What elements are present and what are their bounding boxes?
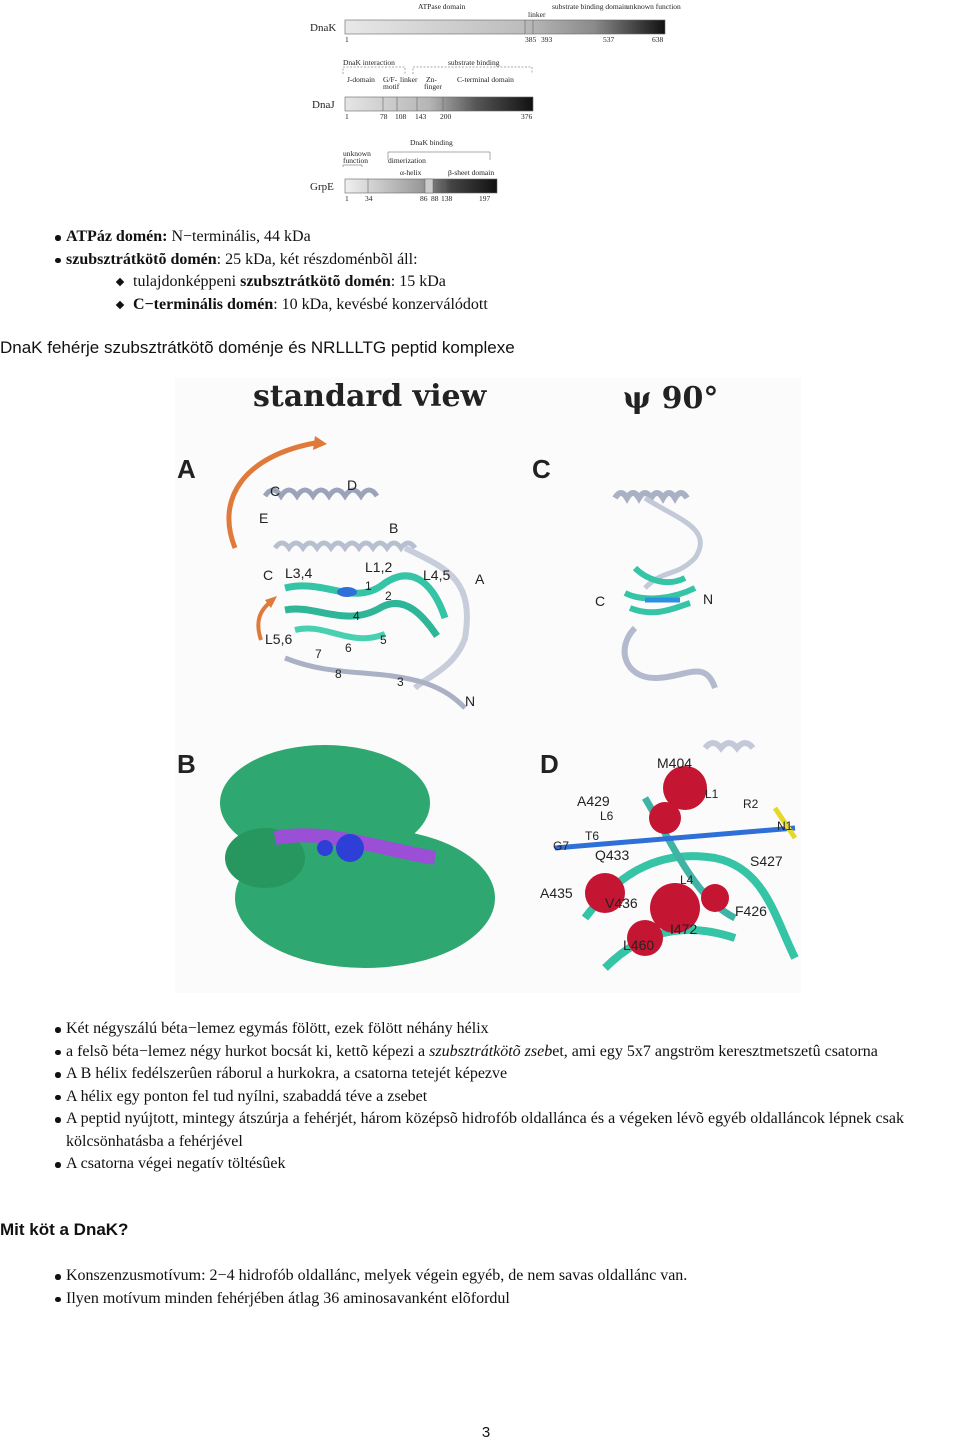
svg-text:A: A	[177, 454, 196, 484]
dnaj-cterm-label: C-terminal domain	[457, 75, 514, 84]
dnaj-finger-label: finger	[424, 82, 442, 91]
svg-text:78: 78	[380, 112, 388, 121]
sub-list-item: tulajdonképpeni szubsztrátkötõ domén: 15 kDa	[0, 271, 960, 294]
svg-text:N: N	[465, 693, 476, 709]
svg-text:C: C	[263, 567, 274, 583]
dnak-bar	[345, 20, 665, 34]
list-item: a felsõ béta−lemez négy hurkot bocsát ki, kettõ képezi a szubsztrátkötõ zsebet, ami egy 5x7 angström keresztmetszetû csatorna	[0, 1041, 960, 1064]
svg-text:638: 638	[652, 35, 664, 44]
grpe-function-label: function	[343, 156, 368, 165]
svg-text:88: 88	[431, 194, 439, 203]
list-item: A peptid nyújtott, mintegy átszúrja a fehérjét, három középsõ hidrofób oldallánca és a végeken lévõ egyéb oldalláncok lépnek csak kölcsönhatásba a fehérjével	[0, 1108, 960, 1153]
svg-text:197: 197	[479, 194, 491, 203]
figure-title-standard-view: standard view	[253, 379, 487, 414]
svg-text:5: 5	[380, 633, 387, 647]
structure-figure	[175, 378, 801, 993]
grpe-label: GrpE	[310, 181, 334, 193]
dnaj-linker-label: linker	[400, 75, 418, 84]
dnaj-positions	[345, 112, 533, 121]
domain-bullet-list	[0, 226, 960, 316]
svg-text:86: 86	[420, 194, 428, 203]
figure-title-rotated: ψ 90°	[623, 381, 719, 416]
list-item: Konszenzusmotívum: 2−4 hidrofób oldallánc, melyek végein egyéb, de nem savas oldallánc van.	[0, 1265, 960, 1288]
svg-text:M404: M404	[657, 755, 693, 771]
svg-text:3: 3	[397, 675, 404, 689]
svg-text:6: 6	[345, 641, 352, 655]
dnaj-interaction-label: DnaK interaction	[343, 58, 395, 67]
svg-text:L1: L1	[705, 787, 719, 801]
svg-text:I472: I472	[670, 921, 698, 937]
dnaj-zn-label: Zn-	[426, 75, 437, 84]
svg-text:1: 1	[365, 579, 372, 593]
dnak-positions	[345, 35, 664, 44]
grpe-beta-label: β-sheet domain	[448, 168, 495, 177]
svg-text:143: 143	[415, 112, 427, 121]
svg-text:V436: V436	[605, 895, 638, 911]
svg-text:R2: R2	[743, 797, 759, 811]
svg-text:376: 376	[521, 112, 533, 121]
svg-text:D: D	[347, 477, 358, 493]
grpe-alpha-label: α-helix	[400, 168, 422, 177]
svg-text:537: 537	[603, 35, 615, 44]
svg-text:200: 200	[440, 112, 452, 121]
svg-text:34: 34	[365, 194, 373, 203]
list-item: A csatorna végei negatív töltésûek	[0, 1153, 960, 1176]
svg-text:L1,2: L1,2	[365, 559, 393, 575]
svg-text:B: B	[177, 749, 196, 779]
dnaj-jdomain-label: J-domain	[347, 75, 375, 84]
list-item: szubsztrátkötõ domén: 25 kDa, két részdoménbõl áll:	[0, 249, 960, 272]
svg-text:F426: F426	[735, 903, 767, 919]
dnak-atpase-label: ATPase domain	[418, 2, 466, 11]
list-item: ATPáz domén: N−terminális, 44 kDa	[0, 226, 960, 249]
domain-diagram	[300, 0, 700, 210]
dnaj-label: DnaJ	[312, 99, 335, 111]
svg-text:L4,5: L4,5	[423, 567, 451, 583]
dnaj-substrate-binding-label: substrate binding	[448, 58, 500, 67]
svg-text:7: 7	[315, 647, 322, 661]
grpe-unknown-label: unknown	[343, 149, 371, 158]
svg-text:C: C	[270, 483, 281, 499]
list-item: A hélix egy ponton fel tud nyílni, szabaddá téve a zsebet	[0, 1086, 960, 1109]
dnak-linker-label: linker	[528, 10, 546, 19]
svg-text:A435: A435	[540, 885, 573, 901]
svg-text:2: 2	[385, 589, 392, 603]
svg-text:L5,6: L5,6	[265, 631, 293, 647]
svg-text:D: D	[540, 749, 559, 779]
list-item: A B hélix fedélszerûen ráborul a hurkokra, a csatorna tetejét képezve	[0, 1063, 960, 1086]
motif-bullet-list	[0, 1265, 960, 1310]
dnaj-gf-label: G/F-	[383, 75, 398, 84]
svg-text:A429: A429	[577, 793, 610, 809]
dnak-unknown-label: unknown function	[626, 2, 681, 11]
svg-text:Q433: Q433	[595, 847, 630, 863]
dnak-substrate-label: substrate binding domain	[552, 2, 628, 11]
svg-text:1: 1	[345, 35, 349, 44]
svg-text:E: E	[259, 510, 269, 526]
svg-text:A: A	[475, 571, 485, 587]
svg-text:8: 8	[335, 667, 342, 681]
svg-text:138: 138	[441, 194, 453, 203]
svg-text:L4: L4	[680, 873, 694, 887]
dnak-label: DnaK	[310, 22, 337, 34]
svg-text:S427: S427	[750, 853, 783, 869]
svg-text:B: B	[389, 520, 399, 536]
svg-text:L3,4: L3,4	[285, 565, 313, 581]
list-item: Ilyen motívum minden fehérjében átlag 36 aminosavanként elõfordul	[0, 1288, 960, 1311]
svg-text:108: 108	[395, 112, 407, 121]
svg-text:4: 4	[353, 609, 360, 623]
svg-text:N1: N1	[777, 819, 793, 833]
grpe-dimerization-label: dimerization	[388, 156, 426, 165]
svg-text:1: 1	[345, 112, 349, 121]
svg-text:C: C	[595, 593, 606, 609]
svg-text:N: N	[703, 591, 714, 607]
dnaj-motif-label: motif	[383, 82, 400, 91]
section-heading: DnaK fehérje szubsztrátkötõ doménje és NRLLLTG peptid komplexe	[0, 338, 515, 357]
svg-text:L460: L460	[623, 937, 655, 953]
dnaj-bar	[345, 97, 533, 111]
page-number: 3	[481, 1424, 491, 1441]
structure-bullet-list	[0, 1018, 960, 1176]
svg-text:393: 393	[541, 35, 553, 44]
grpe-dnak-binding-label: DnaK binding	[410, 138, 453, 147]
section-heading-bold: Mit köt a DnaK?	[0, 1220, 129, 1239]
svg-text:T6: T6	[585, 829, 600, 843]
list-item: Két négyszálú béta−lemez egymás fölött, ezek fölött néhány hélix	[0, 1018, 960, 1041]
svg-text:1: 1	[345, 194, 349, 203]
svg-text:G7: G7	[553, 839, 570, 853]
grpe-positions	[345, 194, 491, 203]
svg-text:385: 385	[525, 35, 537, 44]
svg-text:L6: L6	[600, 809, 614, 823]
svg-text:C: C	[532, 454, 551, 484]
sub-list-item: C−terminális domén: 10 kDa, kevésbé konzerválódott	[0, 294, 960, 317]
